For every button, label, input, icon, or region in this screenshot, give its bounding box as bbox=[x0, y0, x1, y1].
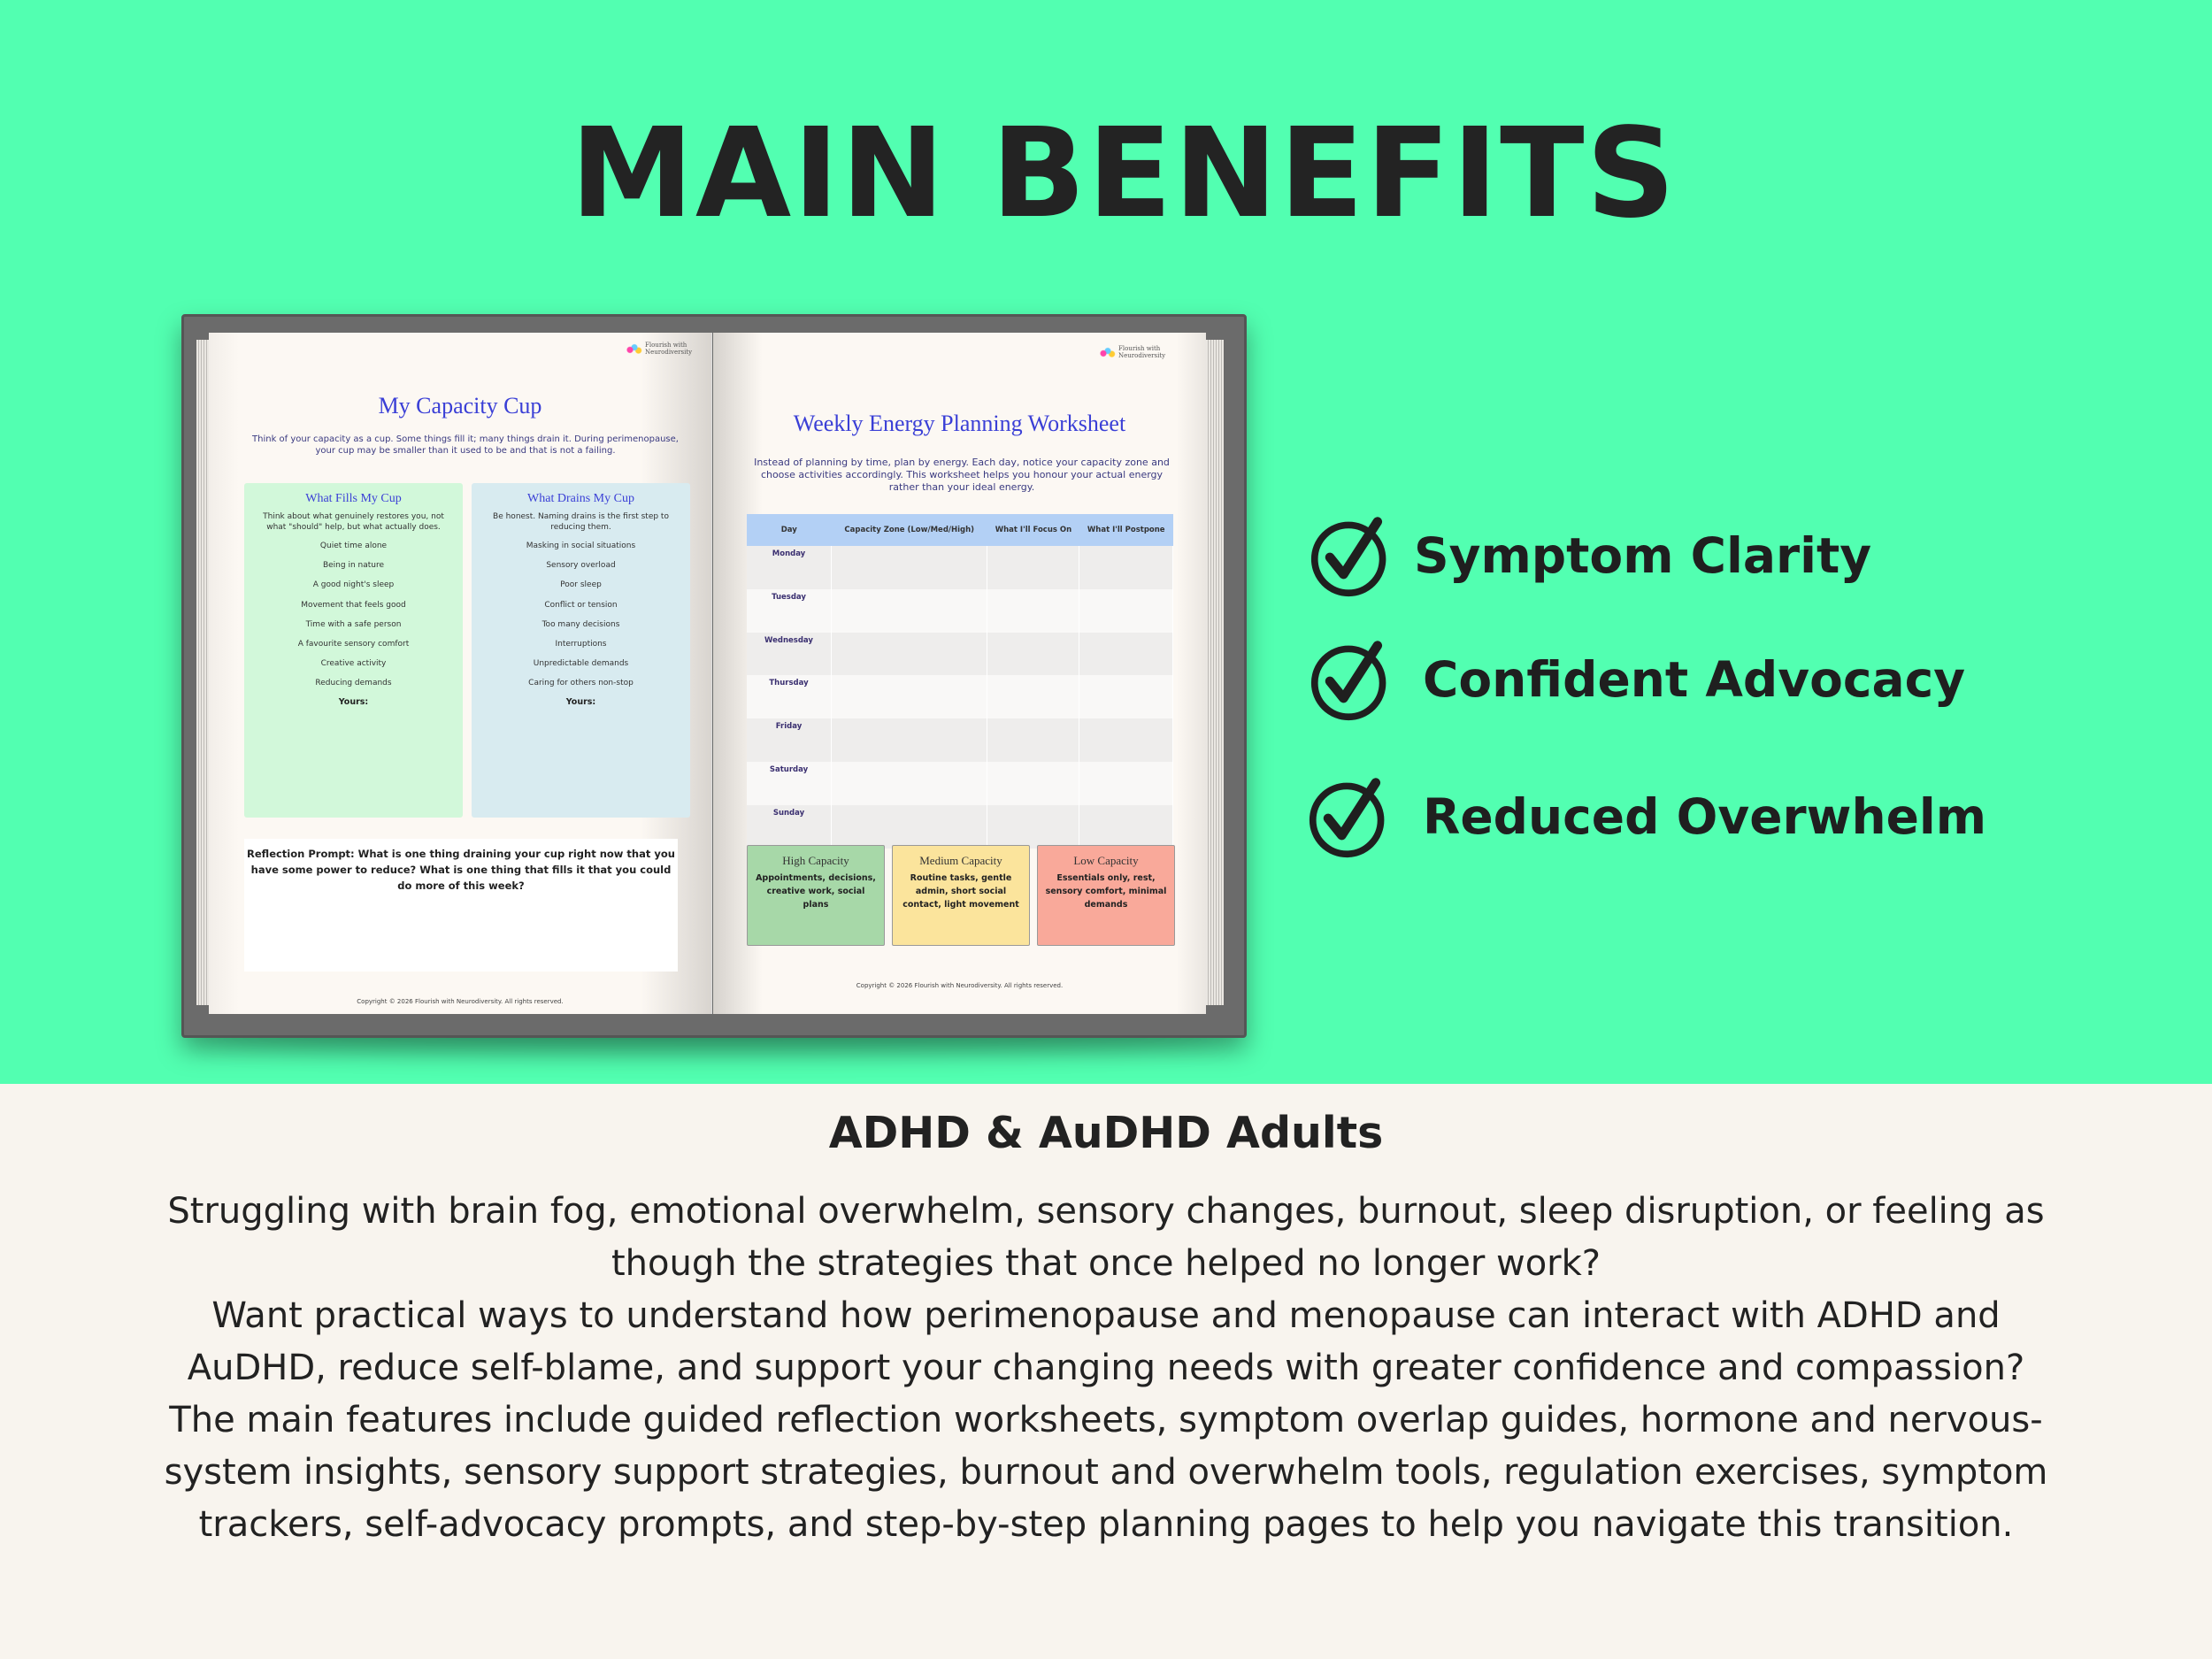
table-input-cell[interactable] bbox=[1079, 762, 1173, 805]
drains-list-item: Masking in social situations bbox=[526, 541, 636, 550]
table-row bbox=[747, 762, 1173, 805]
drains-list bbox=[472, 536, 690, 694]
description-line: trackers, self-advocacy prompts, and step-by-step planning pages to help you navigate this transition. bbox=[198, 1504, 2014, 1545]
table-input-cell[interactable] bbox=[987, 546, 1079, 589]
drains-list-item: Sensory overload bbox=[546, 561, 616, 571]
day-cell: Monday bbox=[747, 546, 832, 589]
fills-cup-column bbox=[244, 483, 463, 818]
drains-list-item: Too many decisions bbox=[541, 619, 620, 629]
table-input-cell[interactable] bbox=[987, 718, 1079, 762]
page-edges-right bbox=[1206, 340, 1224, 1005]
drains-list-item: Caring for others non-stop bbox=[528, 679, 634, 688]
drains-yours: Yours: bbox=[565, 696, 596, 707]
table-input-cell[interactable] bbox=[832, 633, 987, 676]
capacity-box bbox=[747, 845, 885, 946]
logo-line1: Flourish with bbox=[645, 342, 687, 349]
brand-logo bbox=[625, 342, 692, 356]
table-row bbox=[747, 675, 1173, 718]
drains-list-item: Conflict or tension bbox=[544, 600, 618, 610]
table-row bbox=[747, 805, 1173, 849]
table-row bbox=[747, 633, 1173, 676]
table-header-cell: Day bbox=[747, 514, 832, 546]
fills-list-item: Reducing demands bbox=[315, 679, 392, 688]
fills-list-item: A favourite sensory comfort bbox=[297, 640, 410, 649]
left-copyright: Copyright © 2026 Flourish with Neurodiversity. All rights reserved. bbox=[357, 998, 564, 1005]
logo-line2: Neurodiversity bbox=[1118, 352, 1166, 359]
day-cell: Thursday bbox=[747, 675, 832, 718]
right-page-title: Weekly Energy Planning Worksheet bbox=[793, 411, 1126, 436]
capacity-body: Essentials only, rest, sensory comfort, minimal demands bbox=[1045, 873, 1167, 910]
brand-logo-right bbox=[1098, 345, 1165, 359]
fills-list-item: Quiet time alone bbox=[319, 541, 388, 550]
fills-list-item: Being in nature bbox=[322, 561, 385, 571]
benefit-label: Confident Advocacy bbox=[1423, 651, 1966, 708]
description-line: Want practical ways to understand how perimenopause and menopause can interact with ADHD and bbox=[211, 1295, 2001, 1336]
logo-line1: Flourish with bbox=[1118, 345, 1161, 352]
table-input-cell[interactable] bbox=[1079, 718, 1173, 762]
description-line: Struggling with brain fog, emotional overwhelm, sensory changes, burnout, sleep disruption, or feeling as bbox=[167, 1191, 2045, 1232]
fills-list-item: Creative activity bbox=[320, 659, 387, 669]
benefit-label: Reduced Overwhelm bbox=[1423, 788, 1987, 845]
drains-list-item: Poor sleep bbox=[560, 580, 602, 590]
fills-list-item: Time with a safe person bbox=[305, 619, 402, 629]
capacity-body: Appointments, decisions, creative work, social plans bbox=[756, 873, 876, 910]
left-page-title: My Capacity Cup bbox=[378, 393, 542, 419]
right-page bbox=[713, 333, 1206, 1014]
day-cell: Saturday bbox=[747, 762, 832, 805]
fills-list-item: A good night's sleep bbox=[312, 580, 395, 590]
drains-description: Be honest. Naming drains is the first step to reducing them. bbox=[493, 512, 669, 532]
table-input-cell[interactable] bbox=[987, 805, 1079, 849]
table-row bbox=[747, 589, 1173, 633]
description-text bbox=[88, 1186, 2124, 1551]
capacity-box bbox=[1037, 845, 1175, 946]
table-header-cell: What I'll Focus On bbox=[987, 514, 1079, 546]
table-input-cell[interactable] bbox=[1079, 546, 1173, 589]
table-input-cell[interactable] bbox=[832, 805, 987, 849]
fills-list-item: Movement that feels good bbox=[301, 600, 406, 610]
table-input-cell[interactable] bbox=[1079, 633, 1173, 676]
drains-list-item: Unpredictable demands bbox=[533, 659, 629, 669]
fills-yours: Yours: bbox=[338, 696, 369, 707]
page-title: MAIN BENEFITS bbox=[570, 102, 1678, 246]
capacity-title: Low Capacity bbox=[1073, 854, 1139, 867]
day-cell: Friday bbox=[747, 718, 832, 762]
lotus-icon bbox=[625, 342, 642, 355]
table-input-cell[interactable] bbox=[987, 675, 1079, 718]
capacity-title: Medium Capacity bbox=[919, 854, 1002, 867]
table-input-cell[interactable] bbox=[987, 589, 1079, 633]
right-page-intro: Instead of planning by time, plan by energy. Each day, notice your capacity zone and choose activities accordingly. This worksheet helps you honour your actual energy rather than your ideal energy. bbox=[754, 457, 1170, 493]
benefit-label: Symptom Clarity bbox=[1414, 527, 1872, 584]
table-row bbox=[747, 546, 1173, 589]
table-input-cell[interactable] bbox=[832, 718, 987, 762]
check-circle-icon bbox=[1310, 637, 1394, 722]
table-input-cell[interactable] bbox=[987, 762, 1079, 805]
audience-heading: ADHD & AuDHD Adults bbox=[828, 1108, 1384, 1158]
table-body bbox=[747, 546, 1173, 849]
table-header-cell: Capacity Zone (Low/Med/High) bbox=[832, 514, 987, 546]
check-circle-icon bbox=[1310, 513, 1394, 598]
table-input-cell[interactable] bbox=[1079, 675, 1173, 718]
table-input-cell[interactable] bbox=[832, 546, 987, 589]
description-line: The main features include guided reflection worksheets, symptom overlap guides, hormone and nervous- bbox=[169, 1400, 2043, 1440]
capacity-title: High Capacity bbox=[782, 854, 849, 867]
reflection-prompt: Reflection Prompt: What is one thing draining your cup right now that you have some power to reduce? What is one thing that fills it that you could do more of this week? bbox=[244, 839, 678, 972]
capacity-box bbox=[892, 845, 1030, 946]
day-cell: Sunday bbox=[747, 805, 832, 849]
day-cell: Wednesday bbox=[747, 633, 832, 676]
drains-cup-column bbox=[472, 483, 690, 818]
table-input-cell[interactable] bbox=[832, 675, 987, 718]
table-input-cell[interactable] bbox=[1079, 805, 1173, 849]
table-header-row bbox=[747, 514, 1173, 546]
table-input-cell[interactable] bbox=[832, 589, 987, 633]
energy-planning-table bbox=[747, 514, 1173, 849]
lotus-icon bbox=[1098, 346, 1116, 358]
table-input-cell[interactable] bbox=[832, 762, 987, 805]
left-page bbox=[209, 333, 712, 1014]
left-page-intro: Think of your capacity as a cup. Some things fill it; many things drain it. During perimenopause, your cup may be smaller than it used to be and that is not a failing. bbox=[252, 434, 679, 456]
right-copyright: Copyright © 2026 Flourish with Neurodiversity. All rights reserved. bbox=[856, 982, 1064, 989]
fills-title: What Fills My Cup bbox=[305, 492, 402, 505]
description-line: system insights, sensory support strategies, burnout and overwhelm tools, regulation exercises, symptom bbox=[164, 1452, 2048, 1493]
fills-list bbox=[244, 536, 463, 694]
drains-title: What Drains My Cup bbox=[527, 492, 634, 505]
description-line: though the strategies that once helped no longer work? bbox=[611, 1243, 1601, 1284]
table-header-cell: What I'll Postpone bbox=[1079, 514, 1173, 546]
table-input-cell[interactable] bbox=[1079, 589, 1173, 633]
check-circle-icon bbox=[1308, 774, 1393, 859]
description-line: AuDHD, reduce self-blame, and support your changing needs with greater confidence and compassion? bbox=[187, 1348, 2025, 1388]
day-cell: Tuesday bbox=[747, 589, 832, 633]
table-input-cell[interactable] bbox=[987, 633, 1079, 676]
drains-list-item: Interruptions bbox=[555, 640, 607, 649]
table-row bbox=[747, 718, 1173, 762]
fills-description: Think about what genuinely restores you, not what "should" help, but what actually does. bbox=[263, 512, 444, 532]
capacity-body: Routine tasks, gentle admin, short social contact, light movement bbox=[902, 873, 1019, 910]
logo-line2: Neurodiversity bbox=[645, 349, 693, 356]
open-book-mockup bbox=[181, 314, 1247, 1038]
